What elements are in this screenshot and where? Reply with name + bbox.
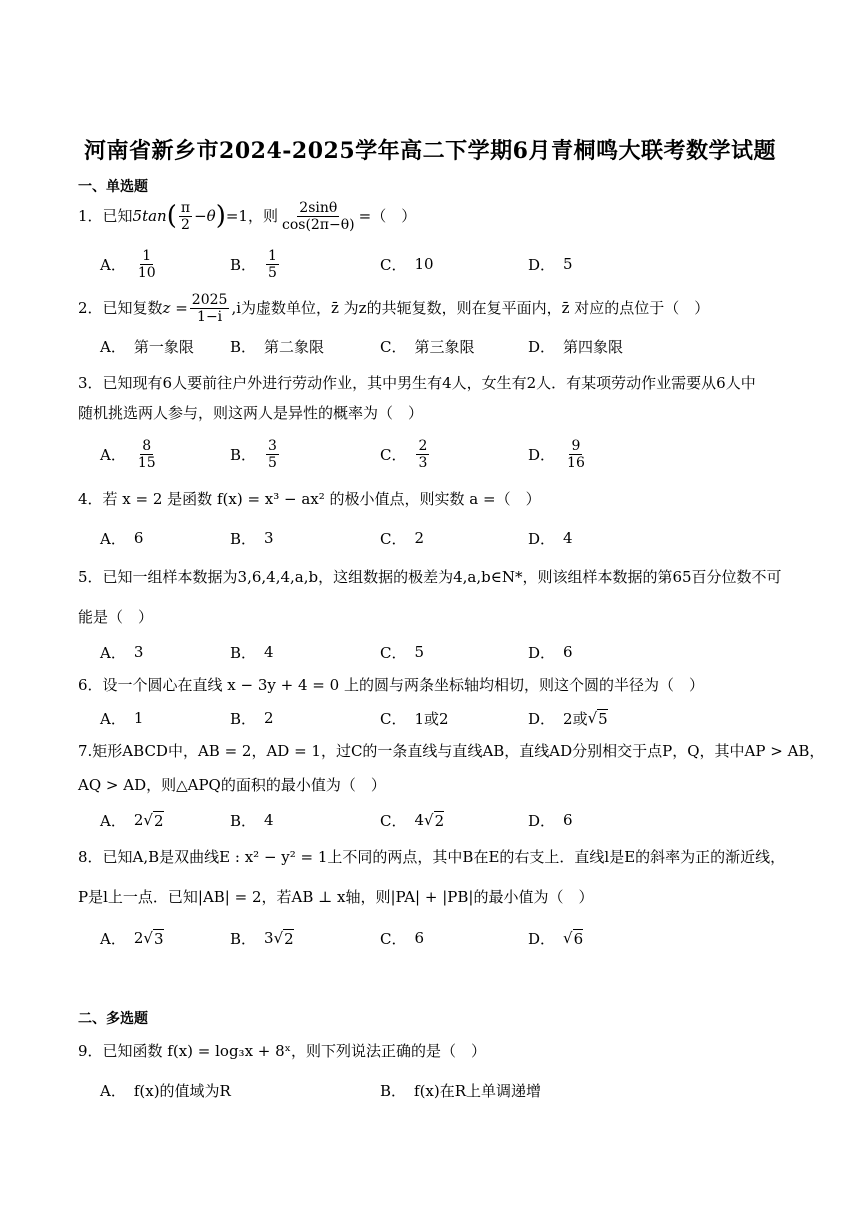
q8-option-c: C． 6 <box>380 929 425 948</box>
q4-option-a: A． 6 <box>100 529 144 548</box>
q2-option-c: C． 第三象限 <box>380 337 475 356</box>
section-single-choice: 一、单选题 <box>78 179 148 195</box>
q1-frac-pi-2 <box>179 200 192 233</box>
question-7-line-2: AQ > AD，则△APQ的面积的最小值为（ ） <box>78 776 386 794</box>
question-8-line-1: 8．已知A,B是双曲线E : x² − y² = 1上不同的两点，其中B在E的右支上．直线l是E的斜率为正的渐近线， <box>78 848 786 866</box>
q6-options <box>100 696 800 740</box>
q1-eq1: =1，则 <box>225 207 278 225</box>
q4-option-b: B． 3 <box>230 529 274 548</box>
question-6: 6．设一个圆心在直线 x − 3y + 4 = 0 上的圆与两条坐标轴均相切，则这个圆的半径为（ ） <box>78 676 704 694</box>
q6-option-d: D． 2或 √ 5 <box>528 709 608 728</box>
q3-option-c: C． $\frac{2}{3}$ <box>380 437 428 471</box>
q1-option-c: C． 10 <box>380 255 434 274</box>
question-7-line-1: 7.矩形ABCD中，AB = 2，AD = 1，过C的一条直线与直线AB，直线AD分别相交于点P，Q，其中AP > AB， <box>78 742 825 760</box>
q1-frac-den: 2 <box>181 216 190 233</box>
q3-option-b: B． $\frac{3}{5}$ <box>230 437 277 471</box>
q1-tail: =（ ） <box>358 207 417 225</box>
q5-option-c: C． 5 <box>380 643 425 662</box>
question-5-line-1: 5．已知一组样本数据为3,6,4,4,a,b，这组数据的极差为4,a,b∈N*，则该组样本数据的第65百分位数不可 <box>78 568 782 586</box>
q3-option-a: A． $\frac{8}{15}$ <box>100 437 156 471</box>
q8-option-a: A． 2 √ 3 <box>100 929 164 948</box>
q9-options <box>100 1068 800 1112</box>
q1-options <box>100 242 800 286</box>
q5-option-a: A． 3 <box>100 643 144 662</box>
page-title: 河南省新乡市2024-2025学年高二下学期6月青桐鸣大联考数学试题 <box>84 138 776 164</box>
q9-option-b: B． f(x)在R上单调递增 <box>380 1081 542 1100</box>
q8-option-b: B． 3 √ 2 <box>230 929 294 948</box>
q4-option-c: C． 2 <box>380 529 425 548</box>
q6-option-c: C． 1或2 <box>380 709 449 728</box>
q1-option-d: D． 5 <box>528 255 573 274</box>
q1-frac-sin-cos <box>280 200 357 233</box>
q8-options <box>100 916 800 960</box>
q2-options <box>100 324 800 368</box>
q1-option-b: B． $\frac{1}{5}$ <box>230 247 277 281</box>
q5-option-b: B． 4 <box>230 643 274 662</box>
question-4: 4．若 x = 2 是函数 f(x) = x³ − ax² 的极小值点，则实数 a =（ ） <box>78 490 541 508</box>
q5-option-d: D． 6 <box>528 643 573 662</box>
q2-number: 2．已知复数 <box>78 299 163 317</box>
q1-frac-num: π <box>180 199 191 216</box>
q4-options <box>100 516 800 560</box>
q1-frac2-den: cos(2π−θ) <box>281 216 355 233</box>
q2-rest: ,i为虚数单位，z̄ 为z的共轭复数，则在复平面内，z̄ 对应的点位于（ ） <box>231 299 710 317</box>
question-3-line-1: 3．已知现有6人要前往户外进行劳动作业，其中男生有4人，女生有2人．有某项劳动作业需要从6人中 <box>78 374 756 392</box>
q2-option-d: D． 第四象限 <box>528 337 624 356</box>
question-9: 9．已知函数 f(x) = log₃x + 8ˣ，则下列说法正确的是（ ） <box>78 1042 487 1060</box>
q2-option-a: A． 第一象限 <box>100 337 194 356</box>
q1-number: 1．已知 <box>78 207 133 225</box>
q7-options <box>100 798 800 842</box>
question-3-line-2: 随机挑选两人参与，则这两人是异性的概率为（ ） <box>78 404 424 422</box>
q3-option-d: D． $\frac{9}{16}$ <box>528 437 585 471</box>
q1-lparen: ( <box>166 201 177 231</box>
q7-option-b: B． 4 <box>230 811 274 830</box>
q7-option-d: D． 6 <box>528 811 573 830</box>
question-5-line-2: 能是（ ） <box>78 608 154 626</box>
q5-options <box>100 630 800 674</box>
q1-lead: 5tan <box>132 207 167 225</box>
q1-option-a: A． $\frac{1}{10}$ <box>100 247 156 281</box>
q1-minus-theta: −θ <box>194 207 216 225</box>
question-1 <box>78 194 416 238</box>
section-multiple-choice: 二、多选题 <box>78 1011 148 1027</box>
q2-frac: $\frac{2025}{1-i}$ <box>191 291 228 325</box>
q1-frac2-num: 2sinθ <box>299 199 338 216</box>
q2-option-b: B． 第二象限 <box>230 337 325 356</box>
question-8-line-2: P是l上一点．已知|AB| = 2，若AB ⊥ x轴，则|PA| + |PB|的最小值为（ ） <box>78 888 594 906</box>
q6-option-b: B． 2 <box>230 709 274 728</box>
q8-option-d: D． √ 6 <box>528 929 584 948</box>
q2-z-eq: z = <box>162 299 188 317</box>
q9-option-a: A． f(x)的值域为R <box>100 1081 231 1100</box>
q4-option-d: D． 4 <box>528 529 573 548</box>
q3-options <box>100 432 800 476</box>
q1-rparen: ) <box>215 201 226 231</box>
q7-option-c: C． 4 √ 2 <box>380 811 445 830</box>
q7-option-a: A． 2 √ 2 <box>100 811 164 830</box>
q6-option-a: A． 1 <box>100 709 144 728</box>
